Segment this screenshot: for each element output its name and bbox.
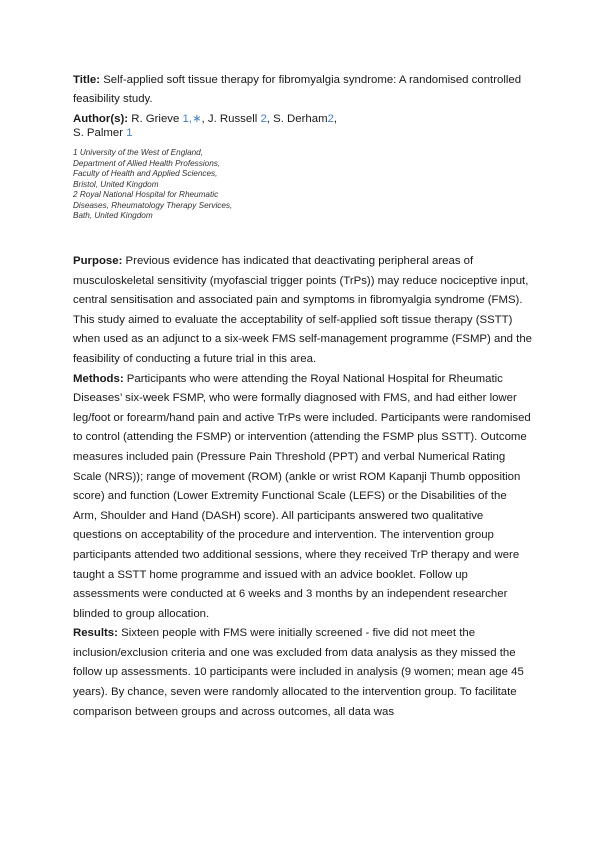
- methods-text: Participants who were attending the Royal National Hospital for Rheumatic Diseases’ six-week FSMP, who were formally diagnosed with FMS, and had either lower leg/foot or forearm/hand pain and active TrPs were included. Participants were randomised to control (attending the FSMP) or intervention (attending the FSMP plus SSTT). Outcome measures included pain (Pressure Pain Threshold (PPT) and verbal Numerical Rating Scale (NRS)); range of movement (ROM) (ankle or wrist ROM Kapanji Thumb opposition score) and function (Lower Extremity Functional Scale (LEFS) or the Disabilities of the Arm, Shoulder and Hand (DASH) score). All participants answered two qualitative questions on acceptability of the procedure and intervention. The intervention group participants attended two additional sessions, where they received TrP therapy and were taught a SSTT home programme and issued with an advice booklet. Follow up assessments were conducted at 6 weeks and 3 months by an independent researcher blinded to group allocation.: [73, 372, 531, 620]
- results-text: Sixteen people with FMS were initially screened - five did not meet the inclusion/exclusion criteria and one was excluded from data analysis as they missed the follow up assessments. 10 participants were included in analysis (9 women; mean age 45 years). By chance, seven were randomly allocated to the intervention group. To facilitate comparison between groups and across outcomes, all data was: [73, 627, 524, 718]
- abstract: [73, 252, 533, 722]
- methods-label: Methods:: [73, 372, 124, 385]
- affiliation-line: Department of Allied Health Professions,: [73, 158, 221, 168]
- title-text: Self-applied soft tissue therapy for fibromyalgia syndrome: A randomised controlled feasibility study.: [73, 74, 522, 105]
- author-name: R. Grieve: [131, 113, 180, 125]
- affiliation-line: 2 Royal National Hospital for Rheumatic: [73, 190, 219, 199]
- author-list: [73, 112, 533, 140]
- affiliation-line: Bath, United Kingdom: [73, 211, 153, 220]
- purpose-text: Previous evidence has indicated that deactivating peripheral areas of musculoskeletal sensitivity (myofascial trigger points (TrPs)) may reduce nociceptive input, central sensitisation and associated pain and symptoms in fibromyalgia syndrome (FMS). This study aimed to evaluate the acceptability of self-applied soft tissue therapy (SSTT) when used as an adjunct to a six-week FMS self-management programme (FSMP) and the feasibility of conducting a future trial in this area.: [73, 255, 532, 365]
- affiliation-ref[interactable]: 2: [327, 113, 334, 125]
- purpose-label: Purpose:: [73, 255, 123, 267]
- author-name: J. Russell: [207, 113, 258, 125]
- affiliations: [73, 148, 373, 222]
- affiliation-line: 1 University of the West of England,: [73, 148, 204, 157]
- author-separator: ,: [266, 113, 274, 125]
- results-label: Results:: [73, 627, 118, 640]
- affiliation-ref[interactable]: 2: [260, 113, 267, 125]
- abstract-results: [73, 624, 533, 722]
- affiliation-line: Faculty of Health and Applied Sciences,: [73, 169, 218, 178]
- authors-label: Author(s):: [73, 113, 129, 125]
- affiliation-ref[interactable]: 1: [126, 127, 133, 139]
- paper-title: [73, 71, 533, 109]
- abstract-methods: [73, 370, 533, 625]
- author-separator: ,: [201, 113, 208, 125]
- author-separator: ,: [333, 113, 338, 125]
- author-name: S. Derham: [273, 113, 328, 125]
- author-name: S. Palmer: [73, 127, 124, 139]
- affiliation-line: Bristol, United Kingdom: [73, 179, 159, 189]
- affiliation-line: Diseases, Rheumatology Therapy Services,: [73, 200, 233, 210]
- affiliation-ref[interactable]: 1,∗: [182, 113, 202, 125]
- title-label: Title:: [73, 74, 101, 86]
- abstract-purpose: [73, 252, 533, 370]
